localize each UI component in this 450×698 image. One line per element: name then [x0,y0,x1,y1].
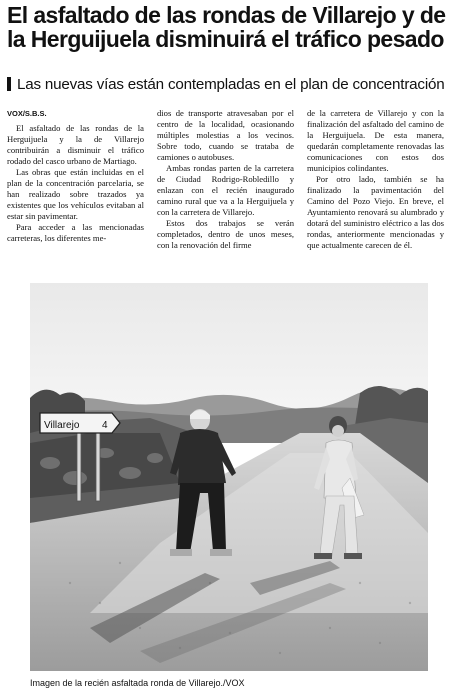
byline: VOX/S.B.S. [7,109,47,118]
article-column-2 [157,108,294,251]
paragraph: Por otro lado, también se ha finalizado la pavimentación del Camino del Pozo Viejo. En breve, el Ayuntamiento renovará su alumbrado y dotará del suministro eléctrico a las dos rondas, anteriormente mencionadas y que actualmente carecen de él. [307,174,444,250]
subhead-bar [7,77,11,91]
article-column-1 [7,108,144,244]
sign-text: Villarejo [44,420,80,431]
paragraph: Las obras que están incluidas en el plan de la concentración parcelaria, se han realizado sobre trazados ya existentes que los vehículos evitaban al estar sin pavimentar. [7,167,144,221]
photo-caption: Imagen de la recién asfaltada ronda de Villarejo./VOX [30,678,245,688]
subhead-text: Las nuevas vías están contempladas en el plan de concentración [17,76,445,93]
paragraph: Ambas rondas parten de la carretera de Ciudad Rodrigo-Robledillo y enlazan con el recién inaugurado camino rural que va a la Herguijuela y con la carretera de Villarejo. [157,163,294,217]
article-column-3 [307,108,444,251]
headline: El asfaltado de las rondas de Villarejo y de la Herguijuela disminuirá el tráfico pesado [7,2,446,52]
paragraph: Estos dos trabajos se verán completados, dentro de unos meses, con la renovación del firme [157,218,294,250]
paragraph: El asfaltado de las rondas de la Herguijuela y la de Villarejo contribuirán a disminuir el tráfico rodado del casco urbano de Martiago. [7,123,144,166]
paragraph: Para acceder a las mencionadas carreteras, los diferentes me- [7,222,144,243]
news-photo [30,283,428,671]
subheadline [7,76,447,94]
paragraph: de la carretera de Villarejo y con la finalización del asfaltado del camino de la Herguijuela. De esta manera, quedarán completamente renovadas las comunicaciones con estos dos municipios colindantes. [307,108,444,173]
sign-number: 4 [102,420,108,431]
paragraph: dios de transporte atravesaban por el centro de la localidad, ocasionando múltiples molestias a los vecinos. Sobre todo, cuando se trataba de camiones o autobuses. [157,108,294,162]
